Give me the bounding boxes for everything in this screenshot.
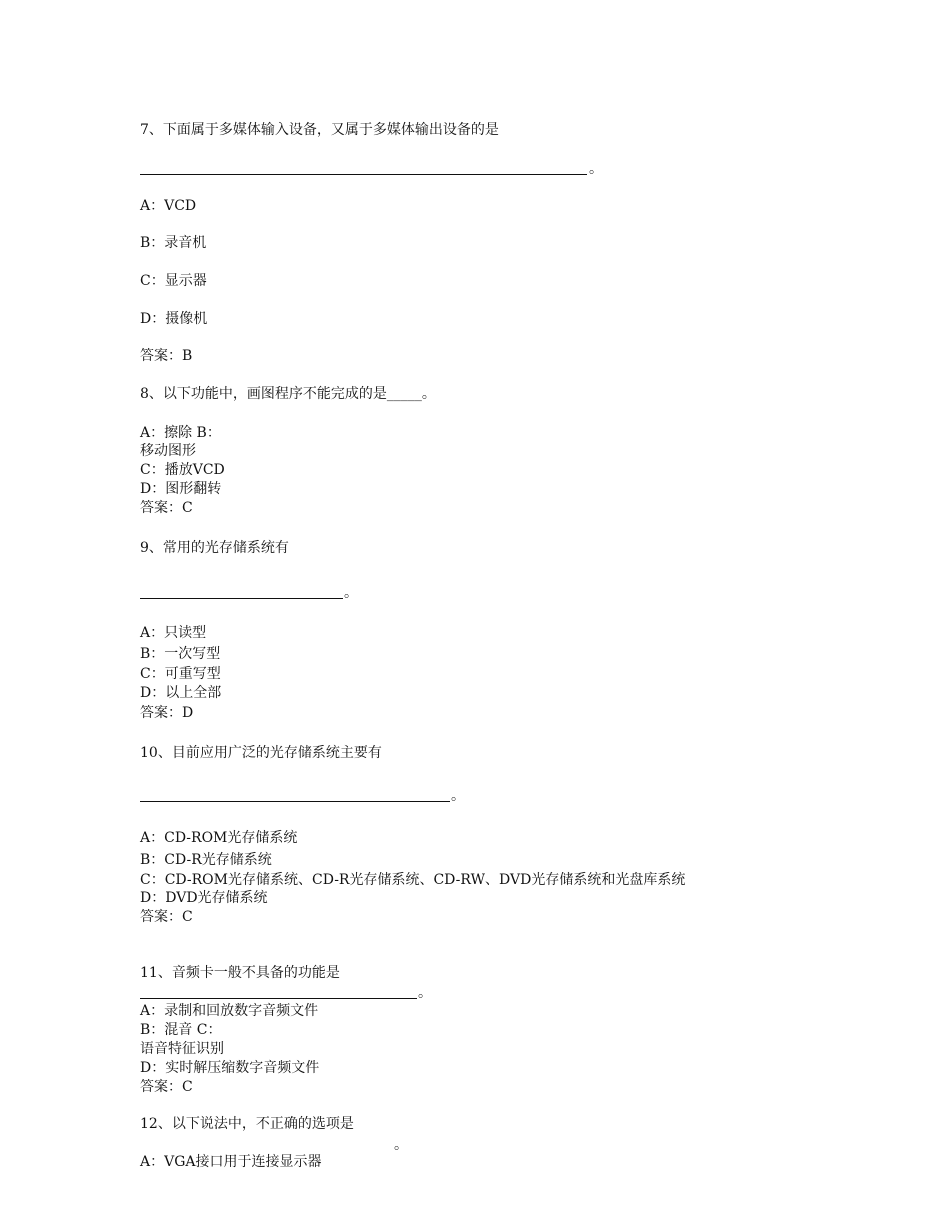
q9-option-c: C：可重写型 [140, 666, 221, 682]
q9-option-b: B：一次写型 [140, 646, 221, 662]
q10-option-d: D：DVD光存储系统 [140, 890, 268, 906]
q10-answer-blank [140, 801, 450, 802]
q8-option-b-cont: 移动图形 [140, 443, 196, 459]
q9-option-d: D：以上全部 [140, 685, 222, 701]
q10-stem: 10、目前应用广泛的光存储系统主要有 [140, 745, 382, 761]
q10-option-a: A：CD-ROM光存储系统 [140, 830, 298, 846]
q8-stem: 8、以下功能中，画图程序不能完成的是_____。 [140, 386, 436, 402]
q11-answer: 答案：C [140, 1079, 193, 1095]
q11-stem: 11、音频卡一般不具备的功能是 [140, 965, 340, 981]
q10-period: 。 [451, 788, 465, 804]
q11-option-b-c: B：混音 C： [140, 1022, 222, 1038]
q7-answer-blank [140, 174, 587, 175]
q10-option-b: B：CD-R光存储系统 [140, 852, 272, 868]
q7-option-b: B：录音机 [140, 235, 207, 251]
q11-answer-blank [140, 998, 417, 999]
q9-answer: 答案：D [140, 705, 194, 721]
q7-period: 。 [589, 161, 603, 177]
q8-answer: 答案：C [140, 500, 193, 516]
q8-option-d: D：图形翻转 [140, 481, 222, 497]
q12-option-a: A：VGA接口用于连接显示器 [140, 1154, 322, 1170]
q11-option-a: A：录制和回放数字音频文件 [140, 1003, 319, 1019]
q7-option-d: D：摄像机 [140, 311, 208, 327]
q11-option-c-cont: 语音特征识别 [140, 1041, 224, 1057]
q9-stem: 9、常用的光存储系统有 [140, 540, 289, 556]
q9-period: 。 [344, 585, 358, 601]
q11-option-d: D：实时解压缩数字音频文件 [140, 1060, 320, 1076]
q8-option-c: C：播放VCD [140, 462, 225, 478]
q10-answer: 答案：C [140, 909, 193, 925]
q10-option-c: C：CD-ROM光存储系统、CD-R光存储系统、CD-RW、DVD光存储系统和光盘库系统 [140, 872, 686, 888]
q9-answer-blank [140, 598, 343, 599]
q11-period: 。 [418, 985, 432, 1001]
q7-answer: 答案：B [140, 348, 193, 364]
q7-option-c: C：显示器 [140, 273, 207, 289]
q9-option-a: A：只读型 [140, 625, 207, 641]
q12-stem: 12、以下说法中，不正确的选项是 [140, 1116, 354, 1132]
q12-period: 。 [394, 1137, 408, 1153]
q7-stem: 7、下面属于多媒体输入设备，又属于多媒体输出设备的是 [140, 122, 499, 138]
q7-option-a: A：VCD [140, 198, 197, 214]
q8-option-a-b: A：擦除 B： [140, 425, 221, 441]
